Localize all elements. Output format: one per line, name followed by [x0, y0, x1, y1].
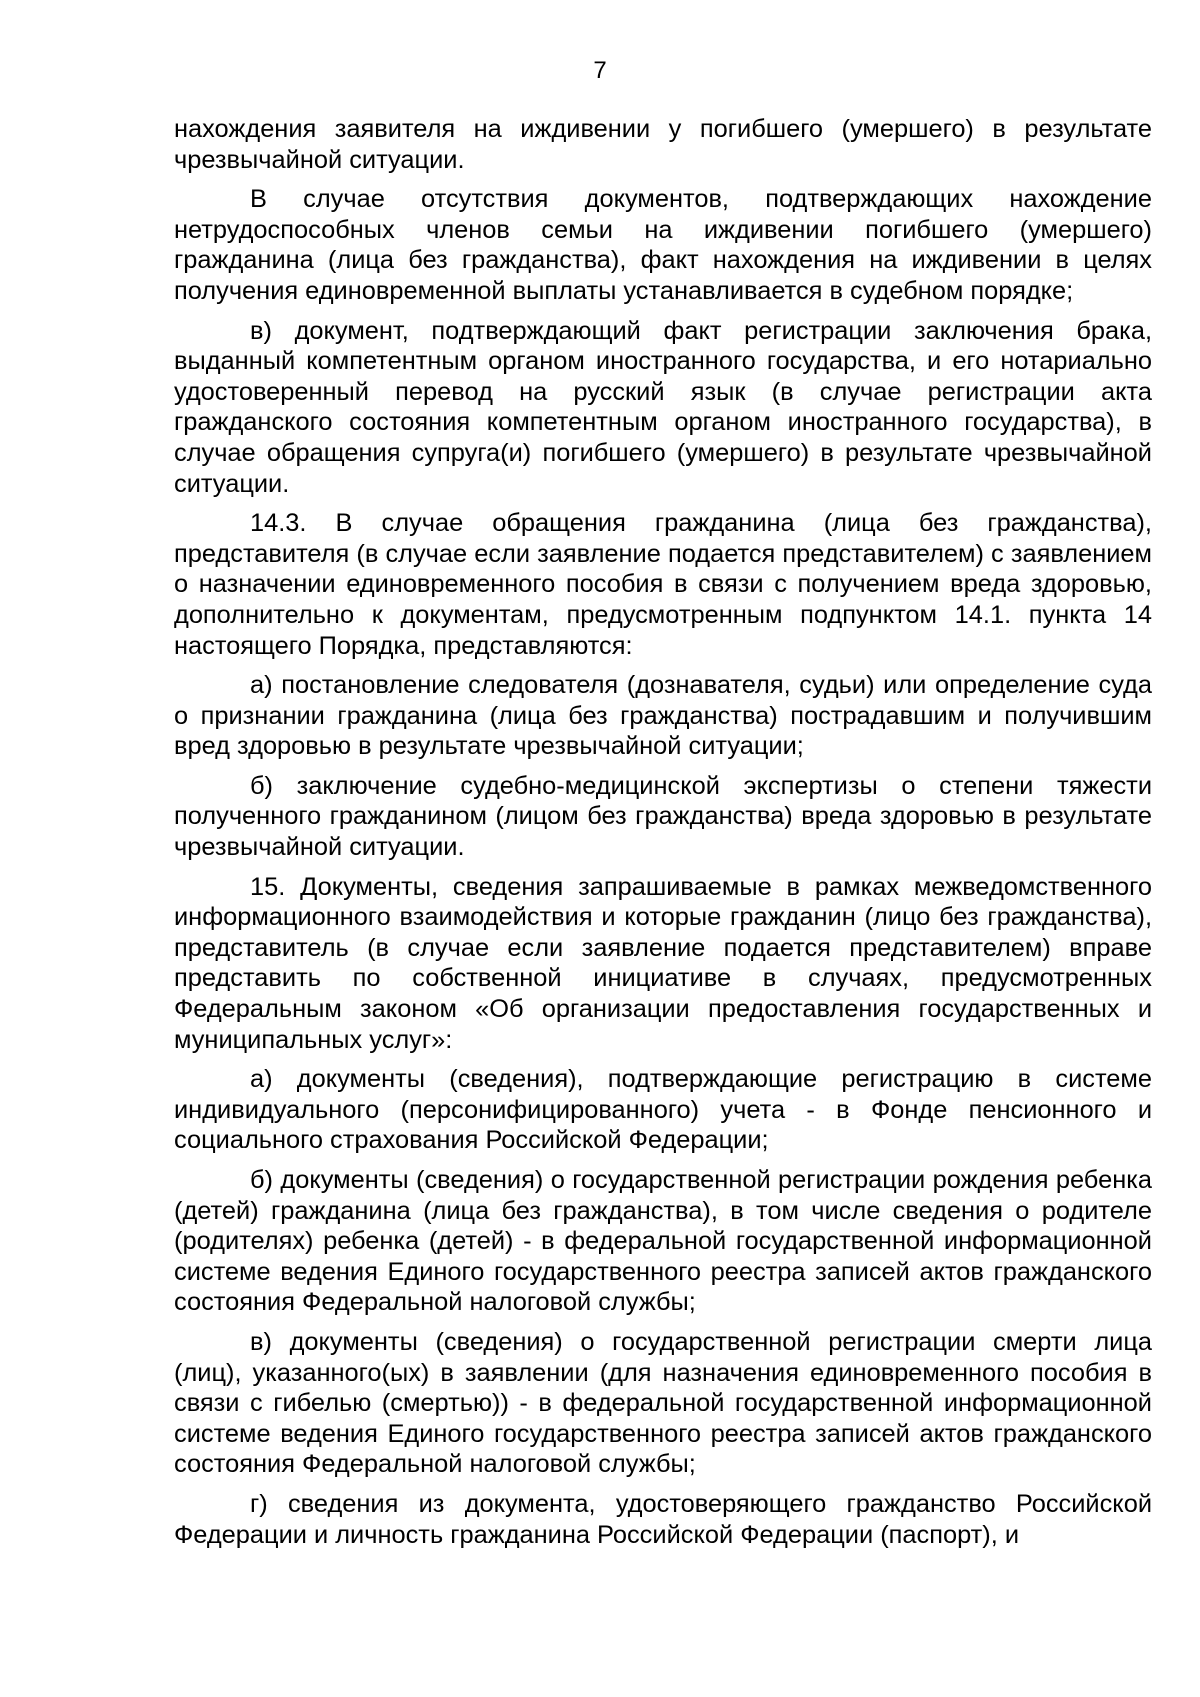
paragraph-item-v-marriage: в) документ, подтверждающий факт регистрации заключения брака, выданный компетентным органом иностранного государства, и его нотариально удостоверенный перевод на русский язык (в случае регистрации акта гражданского состояния компетентным органом иностранного государства), в случае обращения супруга(и) погибшего (умершего) в результате чрезвычайной ситуации. — [174, 316, 1152, 498]
paragraph-absence-of-documents: В случае отсутствия документов, подтверждающих нахождение нетрудоспособных членов семьи на иждивении погибшего (умершего) гражданина (лица без гражданства), факт нахождения на иждивении в целях получения единовременной выплаты устанавливается в судебном порядке; — [174, 185, 1152, 305]
page-number: 7 — [593, 57, 607, 84]
paragraph-15-item-v: в) документы (сведения) о государственной регистрации смерти лица (лиц), указанного(ых) в заявлении (для назначения единовременного пособия в связи с гибелью (смертью)) - в федеральной государственной информационной системе ведения Единого государственного реестра записей актов гражданского состояния Федеральной налоговой службы; — [174, 1327, 1152, 1479]
document-body — [174, 114, 1152, 1559]
paragraph-15-item-g: г) сведения из документа, удостоверяющего гражданство Российской Федерации и личность гражданина Российской Федерации (паспорт), и — [174, 1489, 1152, 1549]
paragraph-15-item-b: б) документы (сведения) о государственной регистрации рождения ребенка (детей) гражданина (лица без гражданства), в том числе сведения о родителе (родителях) ребенка (детей) - в федеральной государственной информационной системе ведения Единого государственного реестра записей актов гражданского состояния Федеральной налоговой службы; — [174, 1166, 1152, 1317]
paragraph-14-3: 14.3. В случае обращения гражданина (лица без гражданства), представителя (в случае если заявление подается представителем) с заявлением о назначении единовременного пособия в связи с получением вреда здоровью, дополнительно к документам, предусмотренным подпунктом 14.1. пункта 14 настоящего Порядка, представляются: — [174, 509, 1152, 660]
paragraph-continuation: нахождения заявителя на иждивении у погибшего (умершего) в результате чрезвычайной ситуации. — [174, 115, 1152, 174]
paragraph-item-a-resolution: а) постановление следователя (дознавателя, судьи) или определение суда о признании гражданина (лица без гражданства) пострадавшим и получившим вред здоровью в результате чрезвычайной ситуации; — [174, 671, 1152, 761]
paragraph-15-item-a: а) документы (сведения), подтверждающие регистрацию в системе индивидуального (персонифицированного) учета - в Фонде пенсионного и социального страхования Российской Федерации; — [174, 1065, 1152, 1155]
paragraph-item-b-expertise: б) заключение судебно-медицинской экспертизы о степени тяжести полученного гражданином (лицом без гражданства) вреда здоровью в результате чрезвычайной ситуации. — [174, 771, 1152, 862]
paragraph-15: 15. Документы, сведения запрашиваемые в рамках межведомственного информационного взаимодействия и которые гражданин (лицо без гражданства), представитель (в случае если заявление подается представителем) вправе представить по собственной инициативе в случаях, предусмотренных Федеральным законом «Об организации предоставления государственных и муниципальных услуг»: — [174, 872, 1152, 1054]
